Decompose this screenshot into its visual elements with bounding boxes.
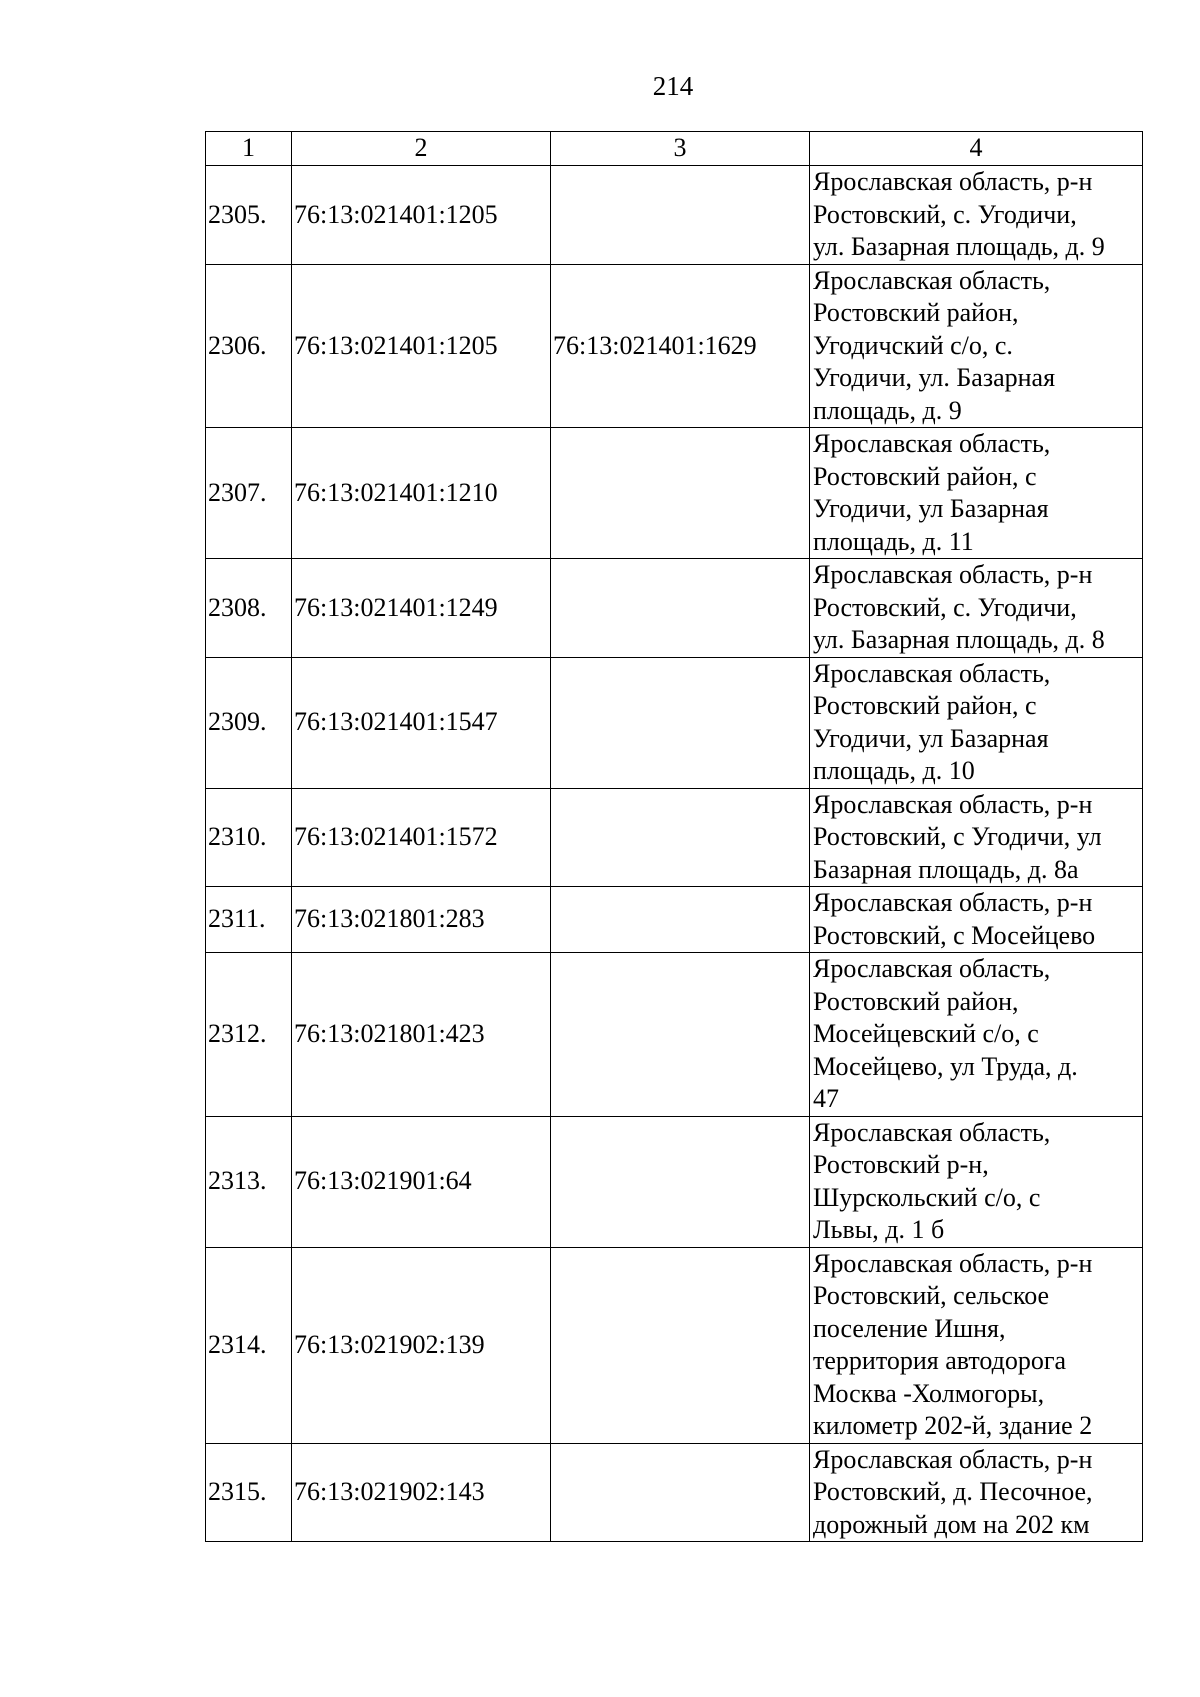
row-number-cell: 2315. — [206, 1443, 292, 1542]
address-cell — [810, 1116, 1143, 1247]
cadastral-number-cell: 76:13:021401:1205 — [292, 264, 551, 428]
table-row — [206, 559, 1143, 658]
row-number-cell: 2310. — [206, 788, 292, 887]
address-line: Ярославская область, — [813, 429, 1051, 458]
cadastral-number-cell: 76:13:021401:1210 — [292, 428, 551, 559]
table-row — [206, 428, 1143, 559]
address-line: Угодичи, ул. Базарная — [813, 363, 1056, 392]
address-line: Ярославская область, — [813, 658, 1051, 688]
address-cell — [810, 559, 1143, 658]
row-number-cell: 2314. — [206, 1247, 292, 1443]
address-cell — [810, 788, 1143, 887]
address-line: Угодичский с/о, с. — [813, 330, 1013, 360]
address-line: Угодичи, ул Базарная — [813, 723, 1049, 753]
address-line: километр 202-й, здание 2 — [813, 1411, 1093, 1440]
table-row — [206, 264, 1143, 428]
table-row — [206, 657, 1143, 788]
address-line: 47 — [813, 1084, 839, 1113]
linked-cadastral-number-cell — [551, 657, 810, 788]
address-line: Ростовский, с. Угодичи, — [813, 592, 1077, 622]
address-line: поселение Ишня, — [813, 1313, 1006, 1343]
linked-cadastral-number-cell: 76:13:021401:1629 — [551, 264, 810, 428]
table-body — [206, 166, 1143, 1542]
row-number-cell: 2312. — [206, 953, 292, 1117]
address-line: Ростовский, д. Песочное, — [813, 1477, 1093, 1506]
table-row — [206, 1443, 1143, 1542]
address-line: Ростовский, с Угодичи, ул — [813, 822, 1102, 851]
column-header-3: 3 — [551, 132, 810, 166]
row-number-cell: 2308. — [206, 559, 292, 658]
address-line: территория автодорога — [813, 1346, 1067, 1375]
cadastral-number-cell: 76:13:021902:143 — [292, 1443, 551, 1542]
row-number-cell: 2309. — [206, 657, 292, 788]
cadastral-number-cell: 76:13:021401:1547 — [292, 657, 551, 788]
address-line: дорожный дом на 202 км — [813, 1509, 1090, 1539]
address-line: Ростовский район, — [813, 986, 1019, 1016]
row-number-cell: 2305. — [206, 166, 292, 265]
cadastral-number-cell: 76:13:021401:1205 — [292, 166, 551, 265]
address-line: Базарная площадь, д. 8а — [813, 854, 1079, 884]
column-header-1: 1 — [206, 132, 292, 166]
address-line: Ростовский р-н, — [813, 1150, 989, 1179]
cadastral-number-cell: 76:13:021901:64 — [292, 1116, 551, 1247]
address-line: Ярославская область, — [813, 954, 1051, 983]
page-number: 214 — [652, 71, 694, 101]
address-cell — [810, 953, 1143, 1117]
address-cell — [810, 1443, 1143, 1542]
linked-cadastral-number-cell — [551, 428, 810, 559]
cadastral-number-cell: 76:13:021401:1572 — [292, 788, 551, 887]
address-line: площадь, д. 9 — [813, 395, 962, 425]
linked-cadastral-number-cell — [551, 887, 810, 953]
cadastral-number-cell: 76:13:021902:139 — [292, 1247, 551, 1443]
address-cell — [810, 166, 1143, 265]
address-cell — [810, 657, 1143, 788]
address-line: Шурскольский с/о, с — [813, 1182, 1041, 1212]
column-header-2: 2 — [292, 132, 551, 166]
address-line: Москва -Холмогоры, — [813, 1378, 1045, 1408]
address-line: Ярославская область, — [813, 265, 1051, 295]
row-number-cell: 2307. — [206, 428, 292, 559]
table-row — [206, 887, 1143, 953]
address-line: Мосейцево, ул Труда, д. — [813, 1051, 1078, 1081]
table-row — [206, 1247, 1143, 1443]
address-line: Ярославская область, р-н — [813, 167, 1093, 196]
address-line: Ярославская область, р-н — [813, 560, 1093, 589]
address-line: Ростовский район, — [813, 298, 1019, 327]
address-line: Ярославская область, р-н — [813, 888, 1093, 917]
address-line: Мосейцевский с/о, с — [813, 1019, 1039, 1048]
table-row — [206, 1116, 1143, 1247]
column-header-4: 4 — [810, 132, 1143, 166]
table-header-row — [206, 132, 1143, 166]
address-cell — [810, 428, 1143, 559]
table-row — [206, 953, 1143, 1117]
row-number-cell: 2311. — [206, 887, 292, 953]
table-row — [206, 788, 1143, 887]
address-line: ул. Базарная площадь, д. 9 — [813, 232, 1105, 261]
cadastral-number-cell: 76:13:021801:423 — [292, 953, 551, 1117]
address-line: Ярославская область, р-н — [813, 1444, 1093, 1474]
address-cell — [810, 264, 1143, 428]
linked-cadastral-number-cell — [551, 1116, 810, 1247]
linked-cadastral-number-cell — [551, 166, 810, 265]
cadastral-number-cell: 76:13:021401:1249 — [292, 559, 551, 658]
linked-cadastral-number-cell — [551, 1443, 810, 1542]
address-line: Ростовский, сельское — [813, 1281, 1050, 1310]
row-number-cell: 2306. — [206, 264, 292, 428]
linked-cadastral-number-cell — [551, 953, 810, 1117]
address-line: Ростовский, с Мосейцево — [813, 920, 1096, 950]
address-line: Ярославская область, — [813, 1117, 1051, 1147]
linked-cadastral-number-cell — [551, 559, 810, 658]
address-line: Ярославская область, р-н — [813, 1248, 1093, 1278]
address-line: площадь, д. 10 — [813, 756, 975, 785]
linked-cadastral-number-cell — [551, 788, 810, 887]
address-line: Ростовский, с. Угодичи, — [813, 199, 1077, 229]
linked-cadastral-number-cell — [551, 1247, 810, 1443]
address-cell — [810, 1247, 1143, 1443]
address-line: площадь, д. 11 — [813, 526, 974, 556]
row-number-cell: 2313. — [206, 1116, 292, 1247]
address-line: Угодичи, ул Базарная — [813, 494, 1049, 523]
address-line: Ростовский район, с — [813, 461, 1037, 491]
cadastral-number-cell: 76:13:021801:283 — [292, 887, 551, 953]
address-line: Ростовский район, с — [813, 691, 1037, 720]
registry-table — [205, 131, 1143, 1542]
address-line: ул. Базарная площадь, д. 8 — [813, 625, 1105, 654]
address-line: Ярославская область, р-н — [813, 789, 1093, 819]
table-row — [206, 166, 1143, 265]
address-cell — [810, 887, 1143, 953]
address-line: Львы, д. 1 б — [813, 1215, 945, 1244]
